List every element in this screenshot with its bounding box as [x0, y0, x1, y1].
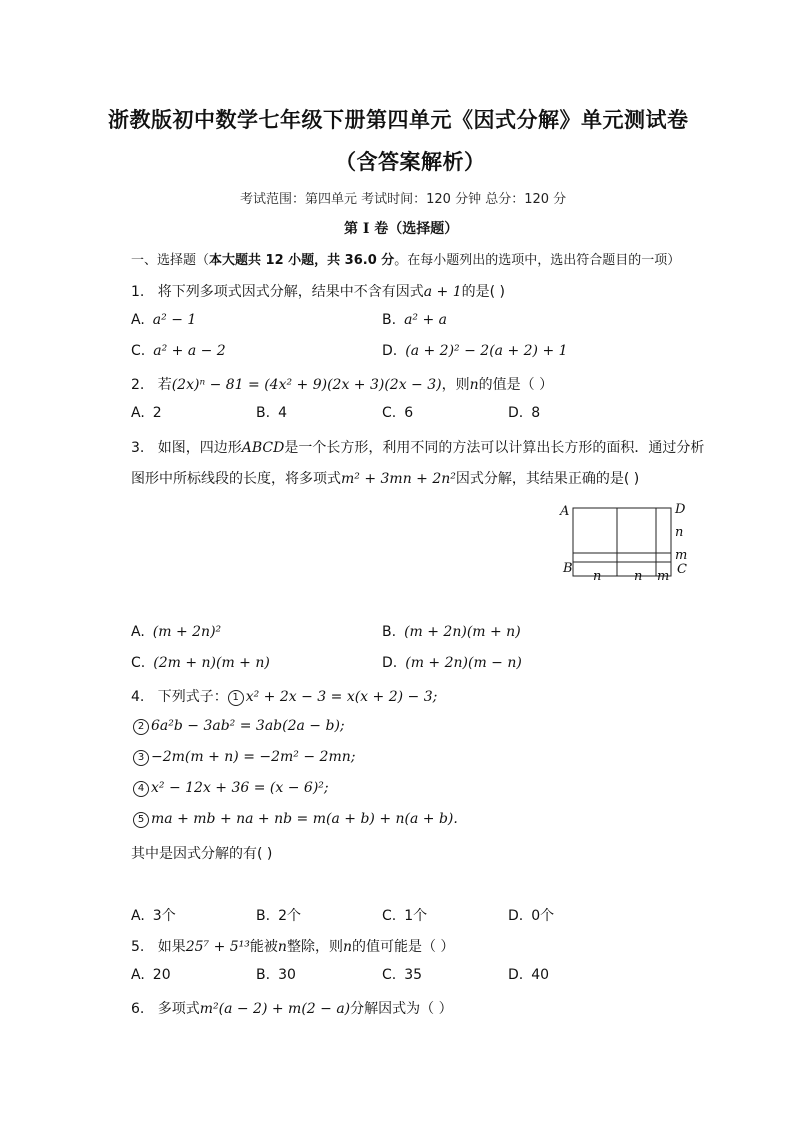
question-text: 如果	[157, 939, 186, 955]
bottom-label-n: n	[593, 569, 602, 584]
circled-number: 2	[133, 719, 149, 735]
option-label: D.	[508, 967, 524, 983]
q4-item-4	[133, 780, 329, 797]
question-text: 的值是（ ）	[478, 377, 554, 393]
option-expr: (2m + n)(m + n)	[153, 655, 270, 671]
bottom-label-n: n	[634, 569, 643, 584]
option-label: C.	[131, 655, 146, 671]
option-b[interactable]	[256, 967, 296, 983]
option-a[interactable]	[131, 312, 196, 328]
option-a[interactable]	[131, 624, 221, 640]
option-label: A.	[131, 405, 145, 421]
option-expr: (m + 2n)²	[152, 624, 222, 640]
option-label: B.	[382, 312, 397, 328]
option-label: B.	[256, 967, 271, 983]
question-number: 6.	[131, 1001, 145, 1017]
option-b[interactable]	[382, 624, 521, 640]
option-label: A.	[131, 312, 145, 328]
section-text-pre: 一、选择题（	[131, 253, 210, 268]
math-expr: m²(a − 2) + m(2 − a)	[199, 1001, 351, 1017]
question-text: 是一个长方形，利用不同的方法可以计算出长方形的面积．通过分析	[284, 440, 705, 456]
section-text-bold: 本大题共 12 小题，共 36.0 分	[209, 253, 395, 268]
option-d[interactable]	[508, 405, 540, 421]
option-label: C.	[382, 967, 397, 983]
math-expr: (2x)ⁿ − 81 = (4x² + 9)(2x + 3)(2x − 3)	[171, 377, 442, 393]
option-label: D.	[382, 343, 398, 359]
question-text: 整除，则	[286, 939, 343, 955]
option-expr: (m + 2n)(m − n)	[405, 655, 522, 671]
option-c[interactable]	[131, 343, 226, 359]
question-text: 多项式	[157, 1001, 200, 1017]
option-expr: 2个	[278, 908, 301, 924]
question-5	[131, 936, 454, 956]
question-text: 的值可能是（ ）	[351, 939, 455, 955]
question-number: 2.	[131, 377, 145, 393]
math-expr: −2m(m + n) = −2m² − 2mn;	[151, 749, 356, 765]
math-expr: x² + 2x − 3 = x(x + 2) − 3;	[245, 689, 438, 705]
math-var: n	[342, 939, 352, 955]
option-label: D.	[508, 405, 524, 421]
option-expr: 20	[152, 967, 171, 983]
option-a[interactable]	[131, 405, 162, 421]
question-text: 图形中所标线段的长度，将多项式	[131, 471, 341, 487]
option-expr: a² + a − 2	[153, 343, 226, 359]
circled-number: 5	[133, 812, 149, 828]
option-label: D.	[382, 655, 398, 671]
question-3-line-1	[131, 437, 704, 457]
question-text: 分解因式为（ ）	[350, 1001, 453, 1017]
option-expr: 30	[278, 967, 296, 983]
math-expr: x² − 12x + 36 = (x − 6)²;	[151, 780, 329, 796]
option-c[interactable]	[131, 655, 270, 671]
option-label: A.	[131, 908, 145, 924]
option-expr: 1个	[404, 908, 428, 924]
option-a[interactable]	[131, 905, 176, 925]
q4-item-2	[133, 718, 345, 735]
side-label-m: m	[675, 548, 688, 563]
question-text: 如图，四边形	[157, 440, 242, 456]
option-expr: 2	[152, 405, 162, 421]
math-var: n	[277, 939, 287, 955]
question-number: 5.	[131, 939, 145, 955]
option-label: A.	[131, 624, 145, 640]
section-heading	[131, 249, 680, 268]
circled-number: 4	[133, 781, 149, 797]
option-b[interactable]	[256, 905, 301, 925]
vertex-label-a: A	[560, 504, 570, 519]
option-label: C.	[382, 908, 397, 924]
option-label: D.	[508, 908, 524, 924]
option-label: B.	[256, 405, 271, 421]
option-expr: 4	[278, 405, 287, 421]
question-text: 能被	[249, 939, 278, 955]
option-d[interactable]	[382, 343, 568, 359]
vertex-label-b: B	[563, 561, 573, 576]
q4-item-3	[133, 749, 355, 766]
option-d[interactable]	[508, 967, 549, 983]
title-line-1: 浙教版初中数学七年级下册第四单元《因式分解》单元测试卷	[108, 107, 689, 132]
option-d[interactable]	[382, 655, 522, 671]
question-number: 4.	[131, 689, 145, 705]
math-expr: 25⁷ + 5¹³	[185, 939, 250, 955]
option-label: B.	[256, 908, 271, 924]
bottom-label-m: m	[657, 569, 670, 584]
option-expr: a² − 1	[152, 312, 197, 328]
option-d[interactable]	[508, 905, 554, 925]
option-expr: 0个	[531, 908, 555, 924]
vertex-label-c: C	[677, 562, 687, 577]
option-c[interactable]	[382, 905, 427, 925]
exam-info: 考试范围：第四单元 考试时间：120 分钟 总分：120 分	[240, 192, 567, 207]
question-1	[131, 281, 505, 301]
circled-number: 1	[228, 690, 244, 706]
option-expr: 3个	[152, 908, 176, 924]
volume-heading: 第 I 卷（选择题）	[344, 221, 459, 237]
option-expr: 35	[404, 967, 423, 983]
option-a[interactable]	[131, 967, 171, 983]
option-c[interactable]	[382, 405, 413, 421]
option-label: B.	[382, 624, 397, 640]
option-label: C.	[131, 343, 146, 359]
math-expr: m² + 3mn + 2n²	[341, 471, 456, 487]
option-expr: 8	[531, 405, 541, 421]
question-text: ，则	[441, 377, 470, 393]
option-b[interactable]	[256, 405, 287, 421]
option-expr: a² + a	[404, 312, 447, 328]
question-text: 若	[157, 377, 172, 393]
math-expr: ma + mb + na + nb = m(a + b) + n(a + b).	[151, 811, 458, 827]
question-text: 下列式子：	[157, 689, 228, 705]
option-expr: 40	[531, 967, 550, 983]
question-text: 因式分解，其结果正确的是( )	[455, 471, 640, 487]
question-text: 的是( )	[461, 284, 505, 300]
rectangle-figure	[555, 498, 695, 588]
q4-item-5	[133, 811, 458, 828]
vertex-label-d: D	[675, 502, 686, 517]
side-label-n: n	[675, 525, 684, 540]
question-2	[131, 374, 553, 394]
question-3-line-2	[131, 468, 639, 488]
title-line-2: （含答案解析）	[335, 149, 486, 174]
math-expr: a + 1	[423, 284, 462, 300]
question-number: 1.	[131, 284, 145, 300]
option-expr: (m + 2n)(m + n)	[404, 624, 521, 640]
option-label: A.	[131, 967, 145, 983]
math-expr: ABCD	[241, 440, 285, 456]
q4-question: 其中是因式分解的有( )	[131, 846, 273, 862]
question-4	[131, 686, 437, 706]
math-expr: 6a²b − 3ab² = 3ab(2a − b);	[151, 718, 345, 734]
question-6	[131, 998, 453, 1018]
option-c[interactable]	[382, 967, 422, 983]
question-text: 将下列多项式因式分解，结果中不含有因式	[157, 284, 424, 300]
option-expr: (a + 2)² − 2(a + 2) + 1	[405, 343, 568, 359]
option-expr: 6	[404, 405, 414, 421]
section-text-post: 。在每小题列出的选项中，选出符合题目的一项）	[394, 253, 681, 268]
math-var: n	[469, 377, 479, 393]
question-number: 3.	[131, 440, 145, 456]
circled-number: 3	[133, 750, 149, 766]
option-b[interactable]	[382, 312, 447, 328]
option-label: C.	[382, 405, 397, 421]
